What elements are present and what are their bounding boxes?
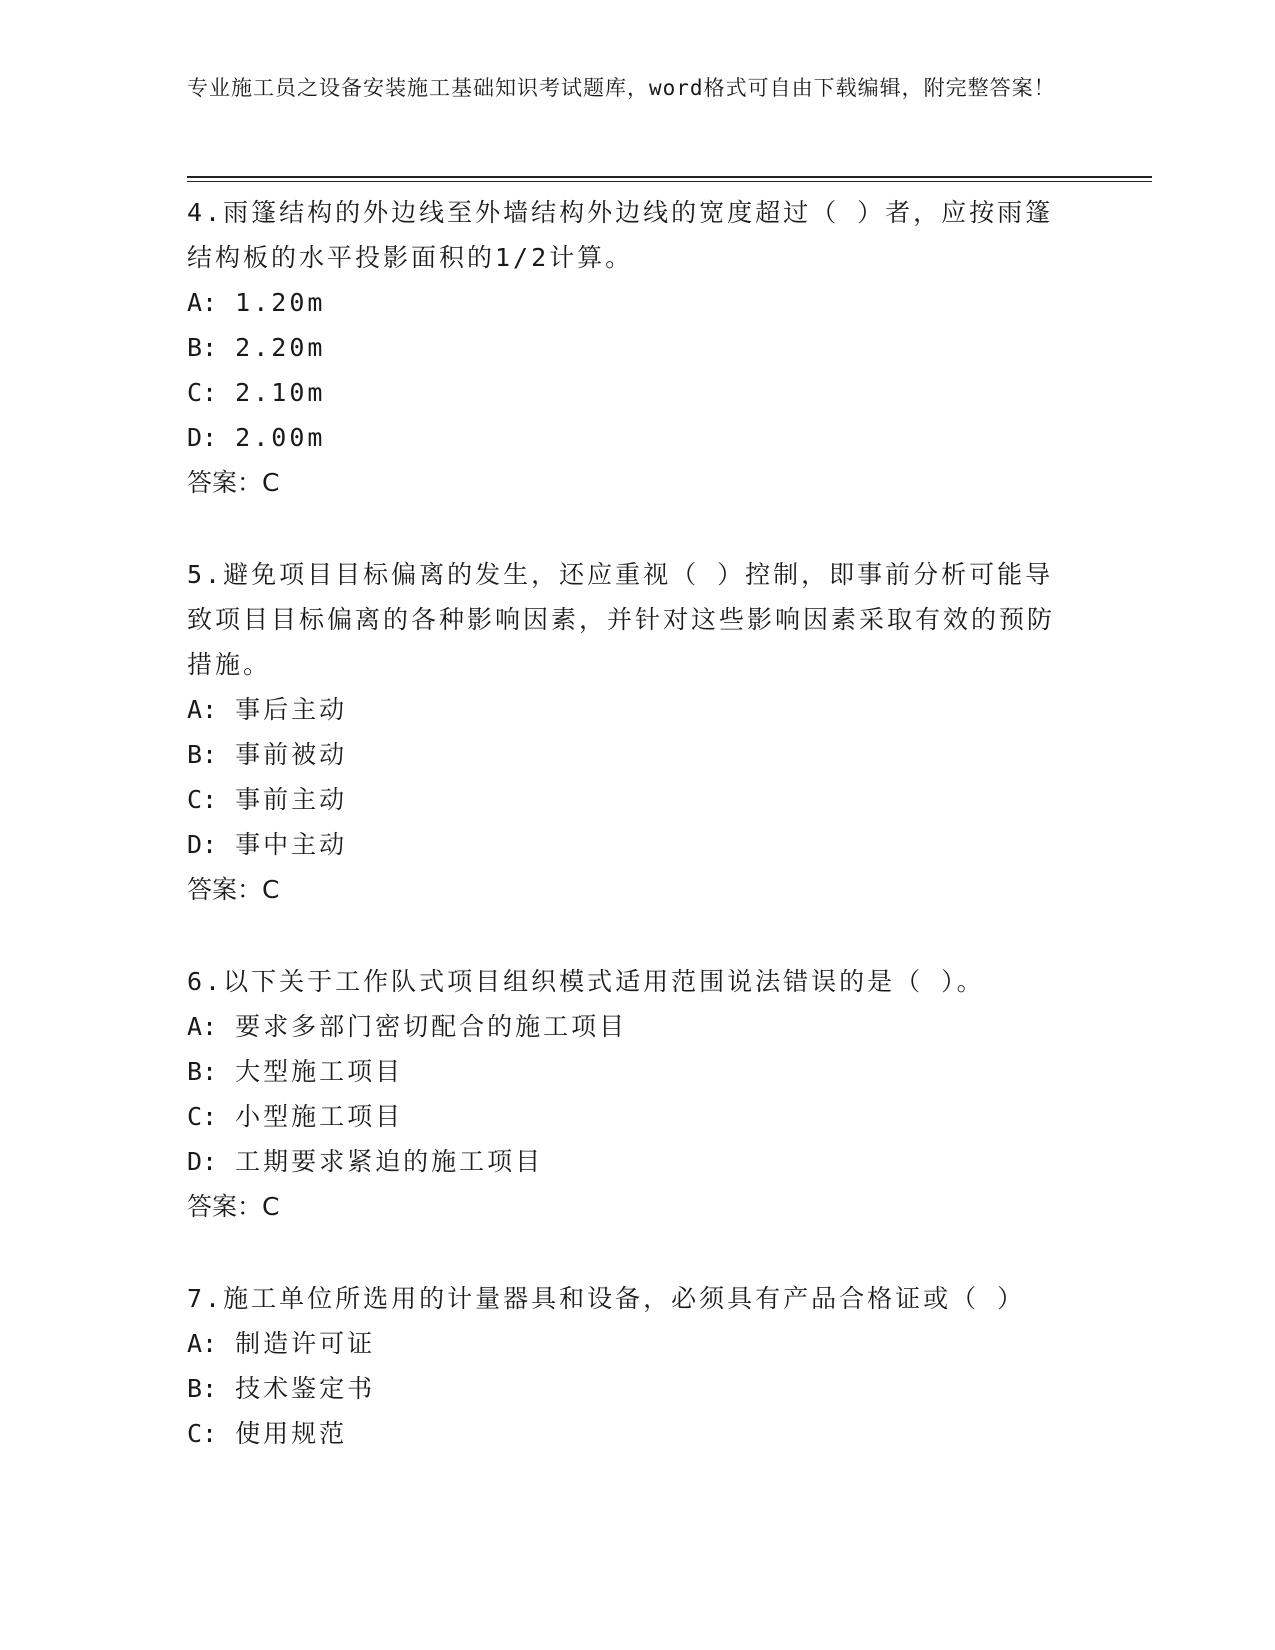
option-a: A: 事后主动 [187,695,348,724]
option-a: A: 要求多部门密切配合的施工项目 [187,1012,628,1041]
option-a: A: 1.20m [187,288,326,317]
question-6 [187,959,1087,1229]
question-7 [187,1276,1087,1456]
option-d: D: 工期要求紧迫的施工项目 [187,1147,544,1176]
question-stem: 7.施工单位所选用的计量器具和设备，必须具有产品合格证或（ ） [187,1284,1026,1313]
option-a: A: 制造许可证 [187,1329,376,1358]
option-b: B: 2.20m [187,333,326,362]
option-d: D: 2.00m [187,423,326,452]
header-divider-thick [187,176,1152,178]
option-b: B: 事前被动 [187,740,348,769]
question-stem: 4.雨篷结构的外边线至外墙结构外边线的宽度超过（ ）者，应按雨篷结构板的水平投影面积的1/2计算。 [187,198,1054,272]
question-stem: 5.避免项目目标偏离的发生，还应重视（ ）控制，即事前分析可能导致项目目标偏离的各种影响因素，并针对这些影响因素采取有效的预防措施。 [187,560,1056,679]
document-header: 专业施工员之设备安装施工基础知识考试题库，word格式可自由下载编辑，附完整答案！ [187,76,1056,100]
answer: 答案：C [187,1192,280,1221]
header-divider-thin [187,181,1152,182]
answer: 答案：C [187,468,280,497]
option-c: C: 事前主动 [187,785,348,814]
option-c: C: 2.10m [187,378,326,407]
option-c: C: 使用规范 [187,1419,348,1448]
question-4 [187,190,1087,505]
question-stem: 6.以下关于工作队式项目组织模式适用范围说法错误的是（ ）。 [187,967,985,996]
option-c: C: 小型施工项目 [187,1102,404,1131]
option-d: D: 事中主动 [187,830,348,859]
option-b: B: 大型施工项目 [187,1057,404,1086]
question-list [187,190,1087,1503]
question-5 [187,552,1087,912]
answer: 答案：C [187,875,280,904]
option-b: B: 技术鉴定书 [187,1374,376,1403]
